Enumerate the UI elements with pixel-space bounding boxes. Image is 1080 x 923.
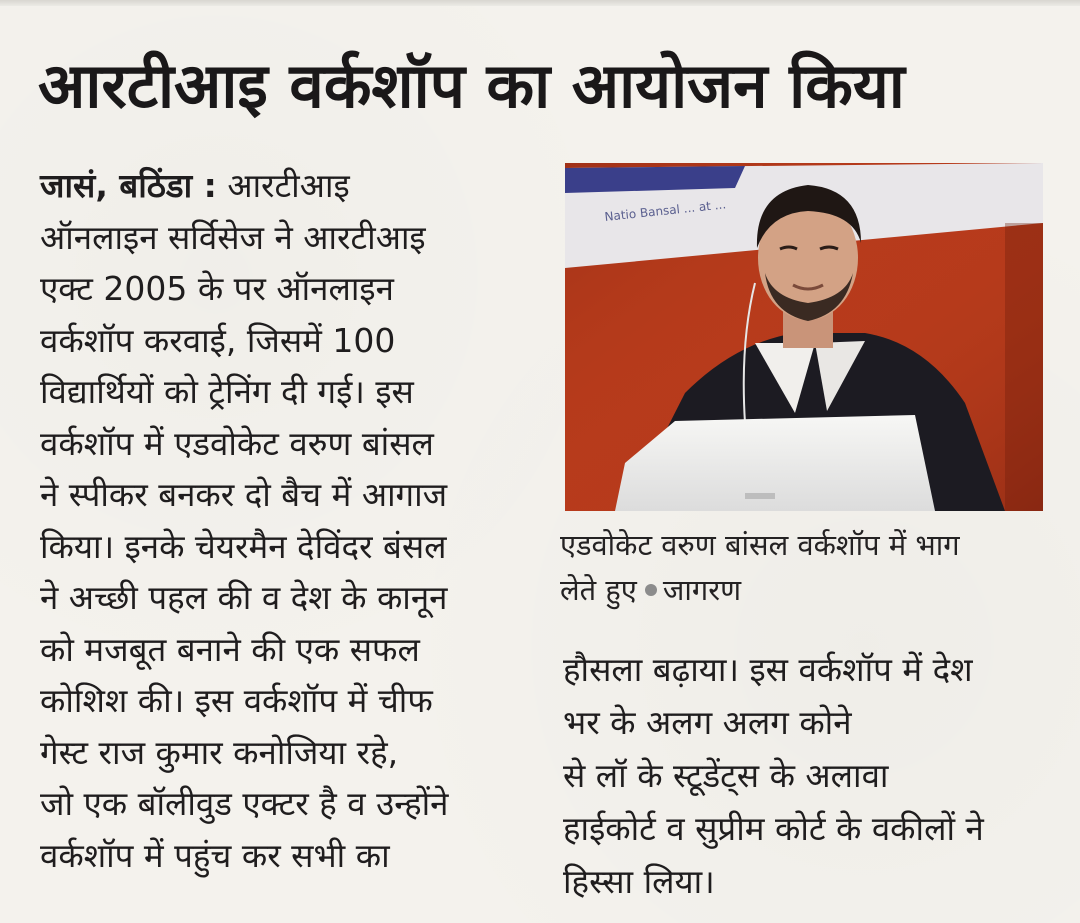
body-line: वर्कशॉप में पहुंच कर सभी का: [40, 835, 390, 875]
headline: आरटीआइ वर्कशॉप का आयोजन किया: [38, 49, 905, 122]
top-rule: [0, 0, 1080, 6]
body-line: वर्कशॉप में एडवोकेट वरुण बांसल: [40, 423, 434, 463]
caption-line: [560, 568, 1050, 613]
body-line: विद्यार्थियों को ट्रेनिंग दी गई। इस: [40, 372, 414, 411]
article-photo: [565, 163, 1043, 511]
body-line: हिस्सा लिया।: [563, 862, 715, 901]
body-line: ने स्पीकर बनकर दो बैच में आगाज: [40, 475, 448, 514]
body-line: हाईकोर्ट व सुप्रीम कोर्ट के वकीलों ने: [563, 809, 984, 848]
body-line: हौसला बढ़ाया। इस वर्कशॉप में देश: [563, 650, 973, 689]
body-line: एक्ट 2005 के पर ऑनलाइन: [40, 269, 394, 308]
photo-caption: [560, 523, 1050, 613]
body-line: को मजबूत बनाने की एक सफल: [40, 629, 420, 669]
body-line: से लॉ के स्टूडेंट्स के अलावा: [563, 756, 889, 795]
article-body-left-column: [40, 160, 540, 881]
body-line: ने अच्छी पहल की व देश के कानून: [40, 578, 448, 617]
article-body-right-column: [563, 643, 1053, 908]
body-line: किया। इनके चेयरमैन देविंदर बंसल: [40, 526, 447, 566]
body-line: गेस्ट राज कुमार कनोजिया रहे,: [40, 732, 399, 772]
body-line-text: आरटीआइ: [227, 166, 350, 205]
photo-credit: जागरण: [662, 573, 742, 607]
body-line: [40, 160, 540, 212]
body-line: भर के अलग अलग कोने: [563, 703, 852, 742]
caption-text: लेते हुए: [560, 573, 637, 607]
dateline: जासं, बठिंडा :: [40, 166, 217, 205]
caption-line: एडवोकेट वरुण बांसल वर्कशॉप में भाग: [560, 528, 960, 562]
bullet-icon: [645, 584, 657, 596]
body-line: वर्कशॉप करवाई, जिसमें 100: [40, 320, 396, 360]
photo-illustration: [565, 163, 1043, 511]
body-line: कोशिश की। इस वर्कशॉप में चीफ: [40, 681, 433, 720]
body-line: जो एक बॉलीवुड एक्टर है व उन्होंने: [40, 784, 449, 823]
banner-text: Natio Bansal ... at ...: [603, 197, 727, 224]
body-line: ऑनलाइन सर्विसेज ने आरटीआइ: [40, 217, 426, 257]
